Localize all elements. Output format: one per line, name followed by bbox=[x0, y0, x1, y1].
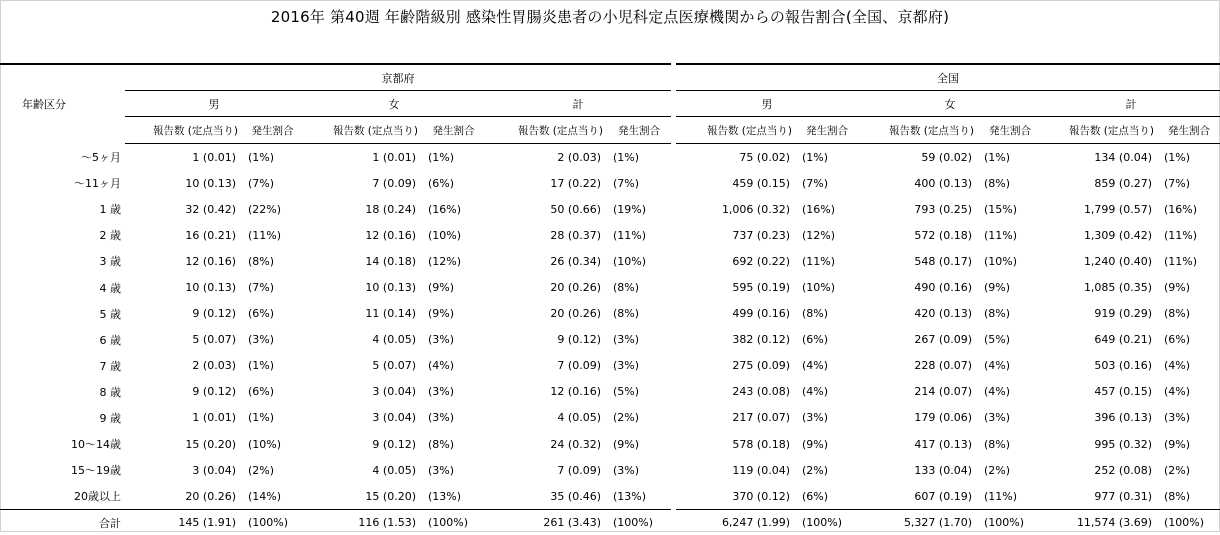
ratio-cell: (11%) bbox=[1158, 248, 1220, 274]
age-label: 20歳以上 bbox=[0, 483, 125, 510]
report-count-cell: 35 (0.46) bbox=[485, 483, 607, 510]
ratio-cell: (12%) bbox=[422, 248, 485, 274]
report-count-cell: 2 (0.03) bbox=[485, 144, 607, 171]
report-count-cell: 4 (0.05) bbox=[303, 457, 422, 483]
ratio-cell: (6%) bbox=[796, 483, 858, 510]
report-count-cell: 275 (0.09) bbox=[676, 353, 796, 379]
ratio-cell: (11%) bbox=[607, 222, 671, 248]
ratio-cell: (3%) bbox=[422, 327, 485, 353]
report-count-cell: 14 (0.18) bbox=[303, 248, 422, 274]
report-count-cell: 116 (1.53) bbox=[303, 510, 422, 535]
report-count-cell: 396 (0.13) bbox=[1042, 405, 1158, 431]
report-count-cell: 417 (0.13) bbox=[858, 431, 978, 457]
report-count-cell: 1 (0.01) bbox=[303, 144, 422, 171]
table-row bbox=[0, 457, 1220, 483]
ratio-cell: (8%) bbox=[607, 274, 671, 300]
ratio-cell: (9%) bbox=[422, 274, 485, 300]
sub-header-count: 報告数 (定点当り) bbox=[125, 117, 242, 144]
report-count-cell: 793 (0.25) bbox=[858, 196, 978, 222]
report-count-cell: 59 (0.02) bbox=[858, 144, 978, 171]
report-count-cell: 252 (0.08) bbox=[1042, 457, 1158, 483]
sub-header-count: 報告数 (定点当り) bbox=[676, 117, 796, 144]
ratio-cell: (14%) bbox=[242, 483, 303, 510]
ratio-cell: (9%) bbox=[422, 301, 485, 327]
report-count-cell: 9 (0.12) bbox=[125, 301, 242, 327]
ratio-cell: (13%) bbox=[422, 483, 485, 510]
report-count-cell: 457 (0.15) bbox=[1042, 379, 1158, 405]
ratio-cell: (100%) bbox=[796, 510, 858, 535]
sex-header-male: 男 bbox=[125, 91, 303, 117]
report-count-cell: 1,006 (0.32) bbox=[676, 196, 796, 222]
report-count-cell: 5,327 (1.70) bbox=[858, 510, 978, 535]
report-count-cell: 1,085 (0.35) bbox=[1042, 274, 1158, 300]
report-count-cell: 499 (0.16) bbox=[676, 301, 796, 327]
report-count-cell: 179 (0.06) bbox=[858, 405, 978, 431]
report-count-cell: 11,574 (3.69) bbox=[1042, 510, 1158, 535]
ratio-cell: (2%) bbox=[978, 457, 1042, 483]
table-row bbox=[0, 301, 1220, 327]
ratio-cell: (9%) bbox=[978, 274, 1042, 300]
region-header-row bbox=[0, 64, 1220, 91]
report-count-cell: 10 (0.13) bbox=[303, 274, 422, 300]
report-count-cell: 1,240 (0.40) bbox=[1042, 248, 1158, 274]
report-count-cell: 75 (0.02) bbox=[676, 144, 796, 171]
table-row bbox=[0, 170, 1220, 196]
ratio-cell: (100%) bbox=[1158, 510, 1220, 535]
ratio-cell: (1%) bbox=[1158, 144, 1220, 171]
ratio-cell: (8%) bbox=[978, 431, 1042, 457]
age-label: 〜5ヶ月 bbox=[0, 144, 125, 171]
region-header-national: 全国 bbox=[676, 64, 1220, 91]
table-row bbox=[0, 196, 1220, 222]
report-count-cell: 977 (0.31) bbox=[1042, 483, 1158, 510]
report-count-cell: 4 (0.05) bbox=[485, 405, 607, 431]
ratio-cell: (3%) bbox=[422, 405, 485, 431]
ratio-cell: (1%) bbox=[242, 405, 303, 431]
report-count-cell: 261 (3.43) bbox=[485, 510, 607, 535]
page-title: 2016年 第40週 年齢階級別 感染性胃腸炎患者の小児科定点医療機関からの報告割合(全国、京都府) bbox=[0, 6, 1220, 27]
report-count-cell: 20 (0.26) bbox=[485, 274, 607, 300]
report-count-cell: 10 (0.13) bbox=[125, 274, 242, 300]
ratio-cell: (100%) bbox=[978, 510, 1042, 535]
ratio-cell: (10%) bbox=[607, 248, 671, 274]
age-header: 年齢区分 bbox=[0, 64, 125, 144]
report-count-cell: 1,309 (0.42) bbox=[1042, 222, 1158, 248]
ratio-cell: (2%) bbox=[1158, 457, 1220, 483]
ratio-cell: (4%) bbox=[422, 353, 485, 379]
ratio-cell: (3%) bbox=[978, 405, 1042, 431]
ratio-cell: (5%) bbox=[607, 379, 671, 405]
ratio-cell: (10%) bbox=[242, 431, 303, 457]
ratio-cell: (6%) bbox=[242, 301, 303, 327]
report-count-cell: 420 (0.13) bbox=[858, 301, 978, 327]
sub-header-ratio: 発生割合 bbox=[607, 117, 671, 144]
report-count-cell: 24 (0.32) bbox=[485, 431, 607, 457]
sex-header-male: 男 bbox=[676, 91, 858, 117]
ratio-cell: (4%) bbox=[978, 379, 1042, 405]
ratio-cell: (10%) bbox=[978, 248, 1042, 274]
sex-header-female: 女 bbox=[858, 91, 1042, 117]
report-count-cell: 5 (0.07) bbox=[303, 353, 422, 379]
table-row bbox=[0, 379, 1220, 405]
report-count-cell: 18 (0.24) bbox=[303, 196, 422, 222]
report-count-cell: 12 (0.16) bbox=[485, 379, 607, 405]
sub-header-ratio: 発生割合 bbox=[242, 117, 303, 144]
report-count-cell: 217 (0.07) bbox=[676, 405, 796, 431]
region-header-kyoto: 京都府 bbox=[125, 64, 671, 91]
ratio-cell: (100%) bbox=[242, 510, 303, 535]
table-row bbox=[0, 327, 1220, 353]
report-count-cell: 15 (0.20) bbox=[303, 483, 422, 510]
report-count-cell: 228 (0.07) bbox=[858, 353, 978, 379]
ratio-cell: (1%) bbox=[796, 144, 858, 171]
ratio-cell: (3%) bbox=[422, 379, 485, 405]
ratio-cell: (11%) bbox=[1158, 222, 1220, 248]
ratio-cell: (16%) bbox=[1158, 196, 1220, 222]
ratio-cell: (8%) bbox=[422, 431, 485, 457]
ratio-cell: (1%) bbox=[607, 144, 671, 171]
sex-header-row bbox=[0, 91, 1220, 117]
report-count-cell: 26 (0.34) bbox=[485, 248, 607, 274]
ratio-cell: (1%) bbox=[242, 353, 303, 379]
ratio-cell: (11%) bbox=[978, 222, 1042, 248]
ratio-cell: (8%) bbox=[607, 301, 671, 327]
sub-header-row bbox=[0, 117, 1220, 144]
report-count-cell: 692 (0.22) bbox=[676, 248, 796, 274]
report-count-cell: 382 (0.12) bbox=[676, 327, 796, 353]
ratio-cell: (1%) bbox=[242, 144, 303, 171]
report-count-cell: 548 (0.17) bbox=[858, 248, 978, 274]
ratio-cell: (7%) bbox=[1158, 170, 1220, 196]
ratio-cell: (10%) bbox=[422, 222, 485, 248]
report-count-cell: 1 (0.01) bbox=[125, 144, 242, 171]
table-row bbox=[0, 483, 1220, 510]
ratio-cell: (16%) bbox=[422, 196, 485, 222]
table-row bbox=[0, 431, 1220, 457]
report-count-cell: 7 (0.09) bbox=[485, 353, 607, 379]
report-count-cell: 607 (0.19) bbox=[858, 483, 978, 510]
report-count-cell: 243 (0.08) bbox=[676, 379, 796, 405]
age-label: 7 歳 bbox=[0, 353, 125, 379]
sub-header-count: 報告数 (定点当り) bbox=[858, 117, 978, 144]
ratio-cell: (6%) bbox=[796, 327, 858, 353]
ratio-cell: (100%) bbox=[422, 510, 485, 535]
report-count-cell: 578 (0.18) bbox=[676, 431, 796, 457]
ratio-cell: (8%) bbox=[796, 301, 858, 327]
report-count-cell: 10 (0.13) bbox=[125, 170, 242, 196]
total-row bbox=[0, 510, 1220, 535]
sex-header-total: 計 bbox=[1042, 91, 1220, 117]
report-count-cell: 595 (0.19) bbox=[676, 274, 796, 300]
ratio-cell: (3%) bbox=[607, 353, 671, 379]
ratio-cell: (3%) bbox=[796, 405, 858, 431]
sub-header-count: 報告数 (定点当り) bbox=[303, 117, 422, 144]
ratio-cell: (1%) bbox=[422, 144, 485, 171]
table-row bbox=[0, 353, 1220, 379]
report-count-cell: 28 (0.37) bbox=[485, 222, 607, 248]
ratio-cell: (9%) bbox=[796, 431, 858, 457]
report-count-cell: 11 (0.14) bbox=[303, 301, 422, 327]
ratio-cell: (10%) bbox=[796, 274, 858, 300]
sub-header-count: 報告数 (定点当り) bbox=[1042, 117, 1158, 144]
report-count-cell: 1,799 (0.57) bbox=[1042, 196, 1158, 222]
age-label: 15〜19歳 bbox=[0, 457, 125, 483]
age-label: 3 歳 bbox=[0, 248, 125, 274]
ratio-cell: (3%) bbox=[1158, 405, 1220, 431]
ratio-cell: (3%) bbox=[607, 457, 671, 483]
report-count-cell: 459 (0.15) bbox=[676, 170, 796, 196]
sub-header-ratio: 発生割合 bbox=[422, 117, 485, 144]
report-count-cell: 12 (0.16) bbox=[125, 248, 242, 274]
ratio-cell: (3%) bbox=[242, 327, 303, 353]
ratio-cell: (7%) bbox=[796, 170, 858, 196]
age-label: 5 歳 bbox=[0, 301, 125, 327]
age-label: 4 歳 bbox=[0, 274, 125, 300]
ratio-cell: (11%) bbox=[796, 248, 858, 274]
ratio-cell: (5%) bbox=[978, 327, 1042, 353]
report-count-cell: 9 (0.12) bbox=[303, 431, 422, 457]
ratio-cell: (2%) bbox=[796, 457, 858, 483]
report-count-cell: 649 (0.21) bbox=[1042, 327, 1158, 353]
sex-header-total: 計 bbox=[485, 91, 671, 117]
report-count-cell: 9 (0.12) bbox=[125, 379, 242, 405]
report-count-cell: 119 (0.04) bbox=[676, 457, 796, 483]
age-label: 2 歳 bbox=[0, 222, 125, 248]
report-count-cell: 15 (0.20) bbox=[125, 431, 242, 457]
report-count-cell: 7 (0.09) bbox=[485, 457, 607, 483]
ratio-cell: (8%) bbox=[242, 248, 303, 274]
report-count-cell: 7 (0.09) bbox=[303, 170, 422, 196]
ratio-cell: (6%) bbox=[1158, 327, 1220, 353]
ratio-cell: (16%) bbox=[796, 196, 858, 222]
table-row bbox=[0, 222, 1220, 248]
ratio-cell: (7%) bbox=[607, 170, 671, 196]
report-count-cell: 12 (0.16) bbox=[303, 222, 422, 248]
ratio-cell: (6%) bbox=[422, 170, 485, 196]
ratio-cell: (7%) bbox=[242, 170, 303, 196]
ratio-cell: (100%) bbox=[607, 510, 671, 535]
report-table bbox=[0, 63, 1220, 535]
report-count-cell: 267 (0.09) bbox=[858, 327, 978, 353]
ratio-cell: (3%) bbox=[422, 457, 485, 483]
ratio-cell: (13%) bbox=[607, 483, 671, 510]
age-label: 1 歳 bbox=[0, 196, 125, 222]
sub-header-count: 報告数 (定点当り) bbox=[485, 117, 607, 144]
ratio-cell: (8%) bbox=[978, 301, 1042, 327]
ratio-cell: (4%) bbox=[978, 353, 1042, 379]
report-count-cell: 1 (0.01) bbox=[125, 405, 242, 431]
ratio-cell: (6%) bbox=[242, 379, 303, 405]
report-count-cell: 134 (0.04) bbox=[1042, 144, 1158, 171]
report-count-cell: 133 (0.04) bbox=[858, 457, 978, 483]
ratio-cell: (4%) bbox=[1158, 379, 1220, 405]
ratio-cell: (9%) bbox=[1158, 431, 1220, 457]
report-count-cell: 919 (0.29) bbox=[1042, 301, 1158, 327]
report-count-cell: 503 (0.16) bbox=[1042, 353, 1158, 379]
report-count-cell: 737 (0.23) bbox=[676, 222, 796, 248]
ratio-cell: (15%) bbox=[978, 196, 1042, 222]
ratio-cell: (4%) bbox=[1158, 353, 1220, 379]
age-label: 10〜14歳 bbox=[0, 431, 125, 457]
report-count-cell: 3 (0.04) bbox=[303, 379, 422, 405]
age-label: 9 歳 bbox=[0, 405, 125, 431]
report-count-cell: 50 (0.66) bbox=[485, 196, 607, 222]
age-label: 6 歳 bbox=[0, 327, 125, 353]
ratio-cell: (8%) bbox=[1158, 301, 1220, 327]
report-count-cell: 5 (0.07) bbox=[125, 327, 242, 353]
ratio-cell: (8%) bbox=[1158, 483, 1220, 510]
report-count-cell: 4 (0.05) bbox=[303, 327, 422, 353]
report-count-cell: 2 (0.03) bbox=[125, 353, 242, 379]
sex-header-female: 女 bbox=[303, 91, 485, 117]
report-count-cell: 32 (0.42) bbox=[125, 196, 242, 222]
ratio-cell: (4%) bbox=[796, 353, 858, 379]
report-count-cell: 859 (0.27) bbox=[1042, 170, 1158, 196]
report-count-cell: 9 (0.12) bbox=[485, 327, 607, 353]
sub-header-ratio: 発生割合 bbox=[978, 117, 1042, 144]
report-count-cell: 16 (0.21) bbox=[125, 222, 242, 248]
report-count-cell: 490 (0.16) bbox=[858, 274, 978, 300]
ratio-cell: (19%) bbox=[607, 196, 671, 222]
ratio-cell: (9%) bbox=[1158, 274, 1220, 300]
ratio-cell: (3%) bbox=[607, 327, 671, 353]
table-row bbox=[0, 144, 1220, 171]
table-body bbox=[0, 144, 1220, 535]
age-label: 〜11ヶ月 bbox=[0, 170, 125, 196]
age-label: 8 歳 bbox=[0, 379, 125, 405]
table-row bbox=[0, 405, 1220, 431]
report-count-cell: 995 (0.32) bbox=[1042, 431, 1158, 457]
report-count-cell: 3 (0.04) bbox=[303, 405, 422, 431]
report-count-cell: 572 (0.18) bbox=[858, 222, 978, 248]
report-count-cell: 3 (0.04) bbox=[125, 457, 242, 483]
ratio-cell: (11%) bbox=[242, 222, 303, 248]
ratio-cell: (2%) bbox=[242, 457, 303, 483]
report-count-cell: 370 (0.12) bbox=[676, 483, 796, 510]
report-count-cell: 17 (0.22) bbox=[485, 170, 607, 196]
table-row bbox=[0, 248, 1220, 274]
ratio-cell: (11%) bbox=[978, 483, 1042, 510]
ratio-cell: (9%) bbox=[607, 431, 671, 457]
report-count-cell: 6,247 (1.99) bbox=[676, 510, 796, 535]
report-count-cell: 20 (0.26) bbox=[125, 483, 242, 510]
ratio-cell: (2%) bbox=[607, 405, 671, 431]
ratio-cell: (1%) bbox=[978, 144, 1042, 171]
report-count-cell: 145 (1.91) bbox=[125, 510, 242, 535]
sub-header-ratio: 発生割合 bbox=[796, 117, 858, 144]
ratio-cell: (8%) bbox=[978, 170, 1042, 196]
ratio-cell: (22%) bbox=[242, 196, 303, 222]
age-label: 合計 bbox=[0, 510, 125, 535]
report-count-cell: 20 (0.26) bbox=[485, 301, 607, 327]
ratio-cell: (4%) bbox=[796, 379, 858, 405]
sub-header-ratio: 発生割合 bbox=[1158, 117, 1220, 144]
ratio-cell: (7%) bbox=[242, 274, 303, 300]
report-count-cell: 400 (0.13) bbox=[858, 170, 978, 196]
ratio-cell: (12%) bbox=[796, 222, 858, 248]
report-count-cell: 214 (0.07) bbox=[858, 379, 978, 405]
table-row bbox=[0, 274, 1220, 300]
